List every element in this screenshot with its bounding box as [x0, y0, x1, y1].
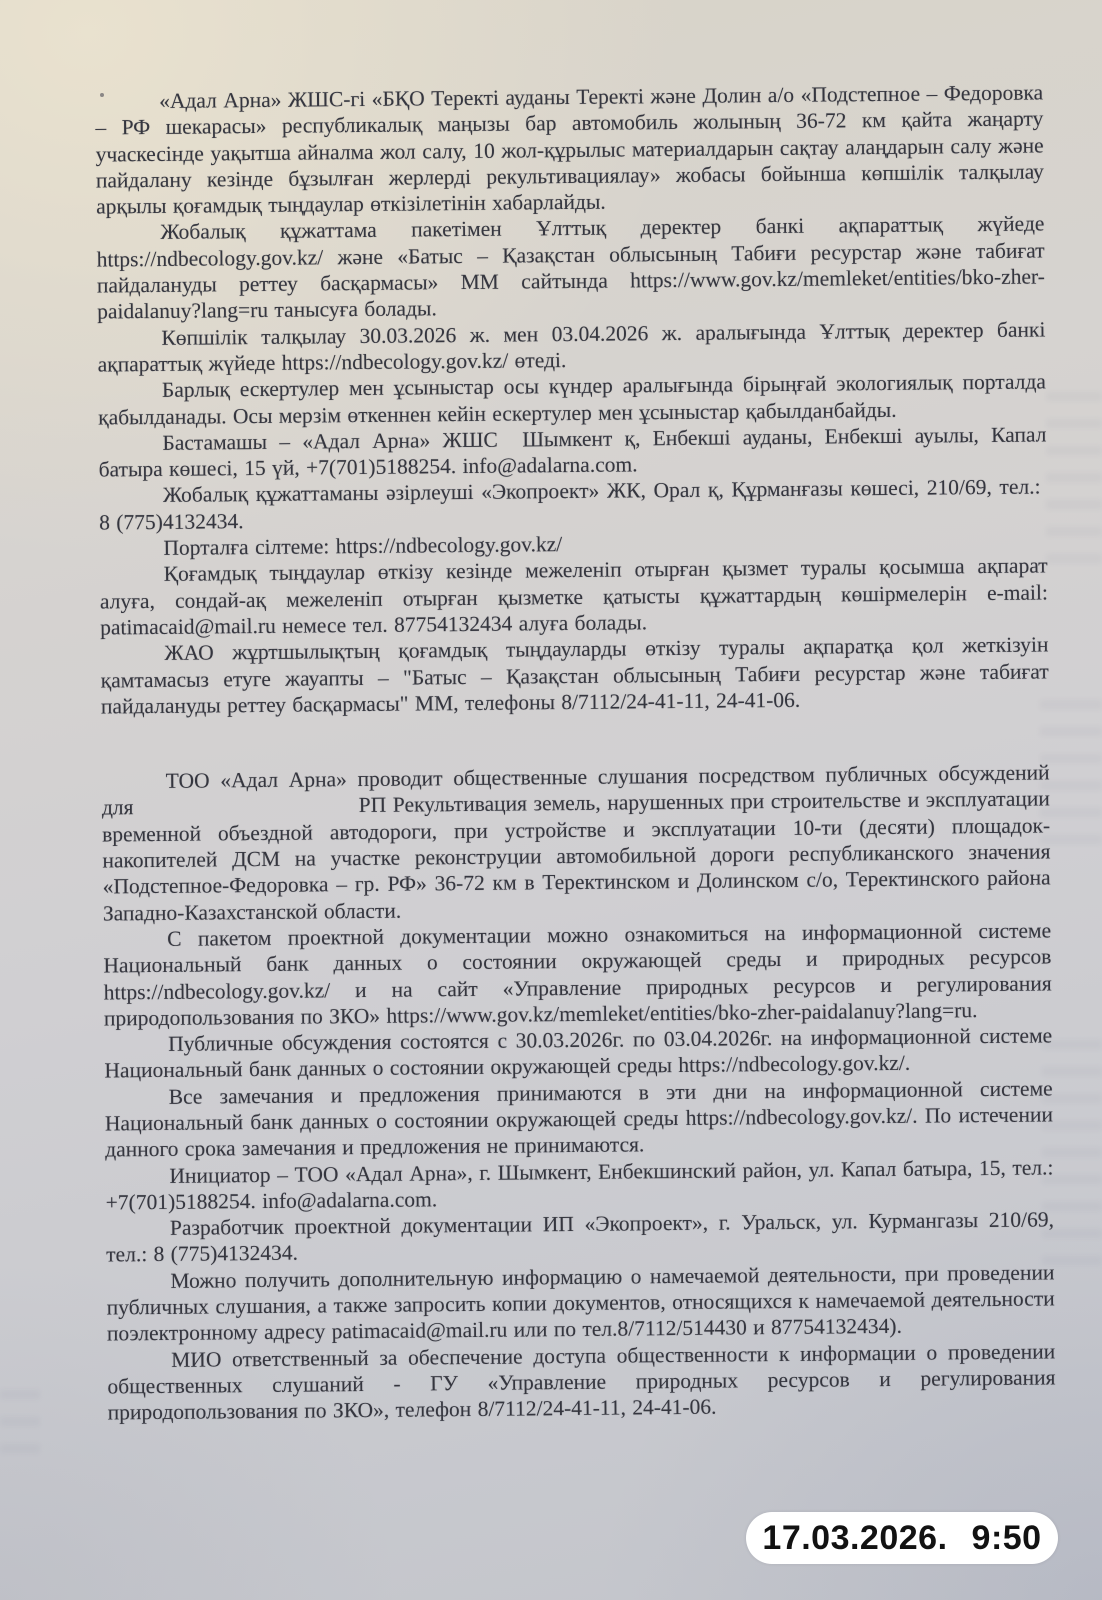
paragraph-ru-initiator: Инициатор – ТОО «Адал Арна», г. Шымкент, Енбекшинский район, ул. Капал батыра, 15, тел.: +7(701)5188254. info@adalarna.com. — [105, 1154, 1054, 1215]
paragraph-kk-project-announcement: «Адал Арна» ЖШС-гі «БҚО Теректі ауданы Теректі және Долин а/о «Подстепное – Федоровка – РФ шекарасы» республикалық маңызы бар автомобиль жолының 36-72 км қайта жаңарту учаскесінде уақытша айналма жол салу, 10 жол-құрылыс материалдарын сақтау алаңдарын салу және пайдалану кезінде бұзылған жерлерді рекультивациялау» жобасы бойынша көпшілік талқылау арқылы қоғамдық тыңдаулар өткізілетінін хабарлайды. — [95, 80, 1044, 219]
bleedthrough-smudge — [0, 1390, 40, 1460]
paragraph-ru-project-announcement: ТОО «Адал Арна» проводит общественные слушания посредством публичных обсуждений для РП Рекультивация земель, нарушенных при строительстве и эксплуатации временной объездной автодороги, при устройстве и эксплуатации 10-ти (десяти) площадок-накопителей ДСМ на участке реконструции автомобильной дороги республиканского значения «Подстепное-Федоровка – гр. РФ» 36-72 км в Теректинском и Долинском с/о, Теректинского района Западно-Казахстанской области. — [101, 760, 1051, 926]
russian-notice-section — [102, 760, 1056, 1426]
paragraph-kk-additional-info: Қоғамдық тыңдаулар өткізу кезінде межеленіп отырған қызмет туралы қосымша ақпарат алуға, сондай-ақ межеленіп отырған қызметке қатысты құжаттардың көшірмелерін e-mail: patimacaid@mail.ru немесе тел. 87754132434 алуға болады. — [99, 553, 1049, 640]
paragraph-kk-documentation-links: Жобалық құжаттама пакетімен Ұлттық деректер банкі ақпараттық жүйеде https://ndbecology.gov.kz/ және «Батыс – Қазақстан облысының Табиғи ресурстар және табиғат пайдалануды реттеу басқармасы» ММ сайтында https://www.gov.kz/memleket/entities/bko-zher-paidalanuy?lang=ru танысуға болады. — [96, 211, 1045, 324]
paragraph-ru-comments-deadline: Все замечания и предложения принимаются в эти дни на информационной системе Национальный банк данных о состоянии окружающей среды https://ndbecology.gov.kz/. По истечении данного срока замечания и предложения не принимаются. — [104, 1076, 1054, 1162]
paragraph-ru-additional-info: Можно получить дополнительную информацию о намечаемой деятельности, при проведении публичных слушания, а также запросить копии документов, относящихся к намечаемой деятельности поэлектронному адресу patimacaid@mail.ru или по тел.8/7112/514430 и 87754132434). — [106, 1260, 1055, 1346]
kazakh-notice-section — [95, 79, 1049, 719]
paragraph-kk-discussion-dates: Көпшілік талқылау 30.03.2026 ж. мен 03.04.2026 ж. аралығында Ұлттық деректер банкі ақпараттық жүйеде https://ndbecology.gov.kz/ өтеді. — [97, 317, 1046, 377]
bleedthrough-smudge — [1046, 392, 1102, 572]
paragraph-ru-documentation-links: С пакетом проектной документации можно ознакомиться на информационной системе Национальный банк данных о состоянии окружающей среды и природных ресурсов https://ndbecology.gov.kz/ и на сайт «Управление природных ресурсов и регулирования природопользования по ЗКО» https://www.gov.kz/memleket/entities/bko-zher-paidalanuy?lang=ru. — [103, 918, 1052, 1031]
paragraph-kk-developer: Жобалық құжаттаманы әзірлеуші «Экопроект» ЖК, Орал қ, Құрманғазы көшесі, 210/69, тел.: 8 (775)4132434. — [99, 474, 1048, 535]
paragraph-ru-discussion-dates: Публичные обсуждения состоятся с 30.03.2026г. по 03.04.2026г. на информационной системе Национальный банк данных о состоянии окружающей среды https://ndbecology.gov.kz/. — [104, 1023, 1053, 1083]
paragraph-ru-developer: Разработчик проектной документации ИП «Экопроект», г. Уральск, ул. Курмангазы 210/69, тел.: 8 (775)4132434. — [106, 1207, 1055, 1267]
paragraph-kk-portal-link: Порталға сілтеме: https://ndbecology.gov.kz/ — [163, 532, 563, 560]
paragraph-kk-responsible-authority: ЖАО жұртшылықтың қоғамдық тыңдауларды өткізу туралы ақпаратқа қол жеткізуін қамтамасыз етуге жауапты – "Батыс – Қазақстан облысының Табиғи ресурстар және табиғат пайдалануды реттеу басқармасы" ММ, телефоны 8/7112/24-41-11, 24-41-06. — [100, 632, 1049, 719]
paragraph-ru-responsible-authority: МИО ответственный за обеспечение доступа общественности к информации о проведении общественных слушаний - ГУ «Управление природных ресурсов и регулирования природопользования по ЗКО», телефон 8/7112/24-41-11, 24-41-06. — [107, 1339, 1056, 1425]
paragraph-kk-initiator: Бастамашы – «Адал Арна» ЖШС Шымкент қ, Енбекші ауданы, Енбекші ауылы, Капал батыра көшесі, 15 үй, +7(701)5188254. info@adalarna.com. — [98, 422, 1047, 482]
timestamp-time: 9:50 — [971, 1518, 1042, 1557]
timestamp-date: 17.03.2026. — [762, 1518, 948, 1557]
paragraph-kk-comments-deadline: Барлық ескертулер мен ұсыныстар осы күндер аралығында бірыңғай экологиялық порталда қабылданады. Осы мерзім өткеннен кейін ескертулер мен ұсыныстар қабылданбайды. — [98, 369, 1046, 430]
camera-timestamp-overlay — [746, 1512, 1058, 1564]
document-text — [95, 79, 1056, 1426]
